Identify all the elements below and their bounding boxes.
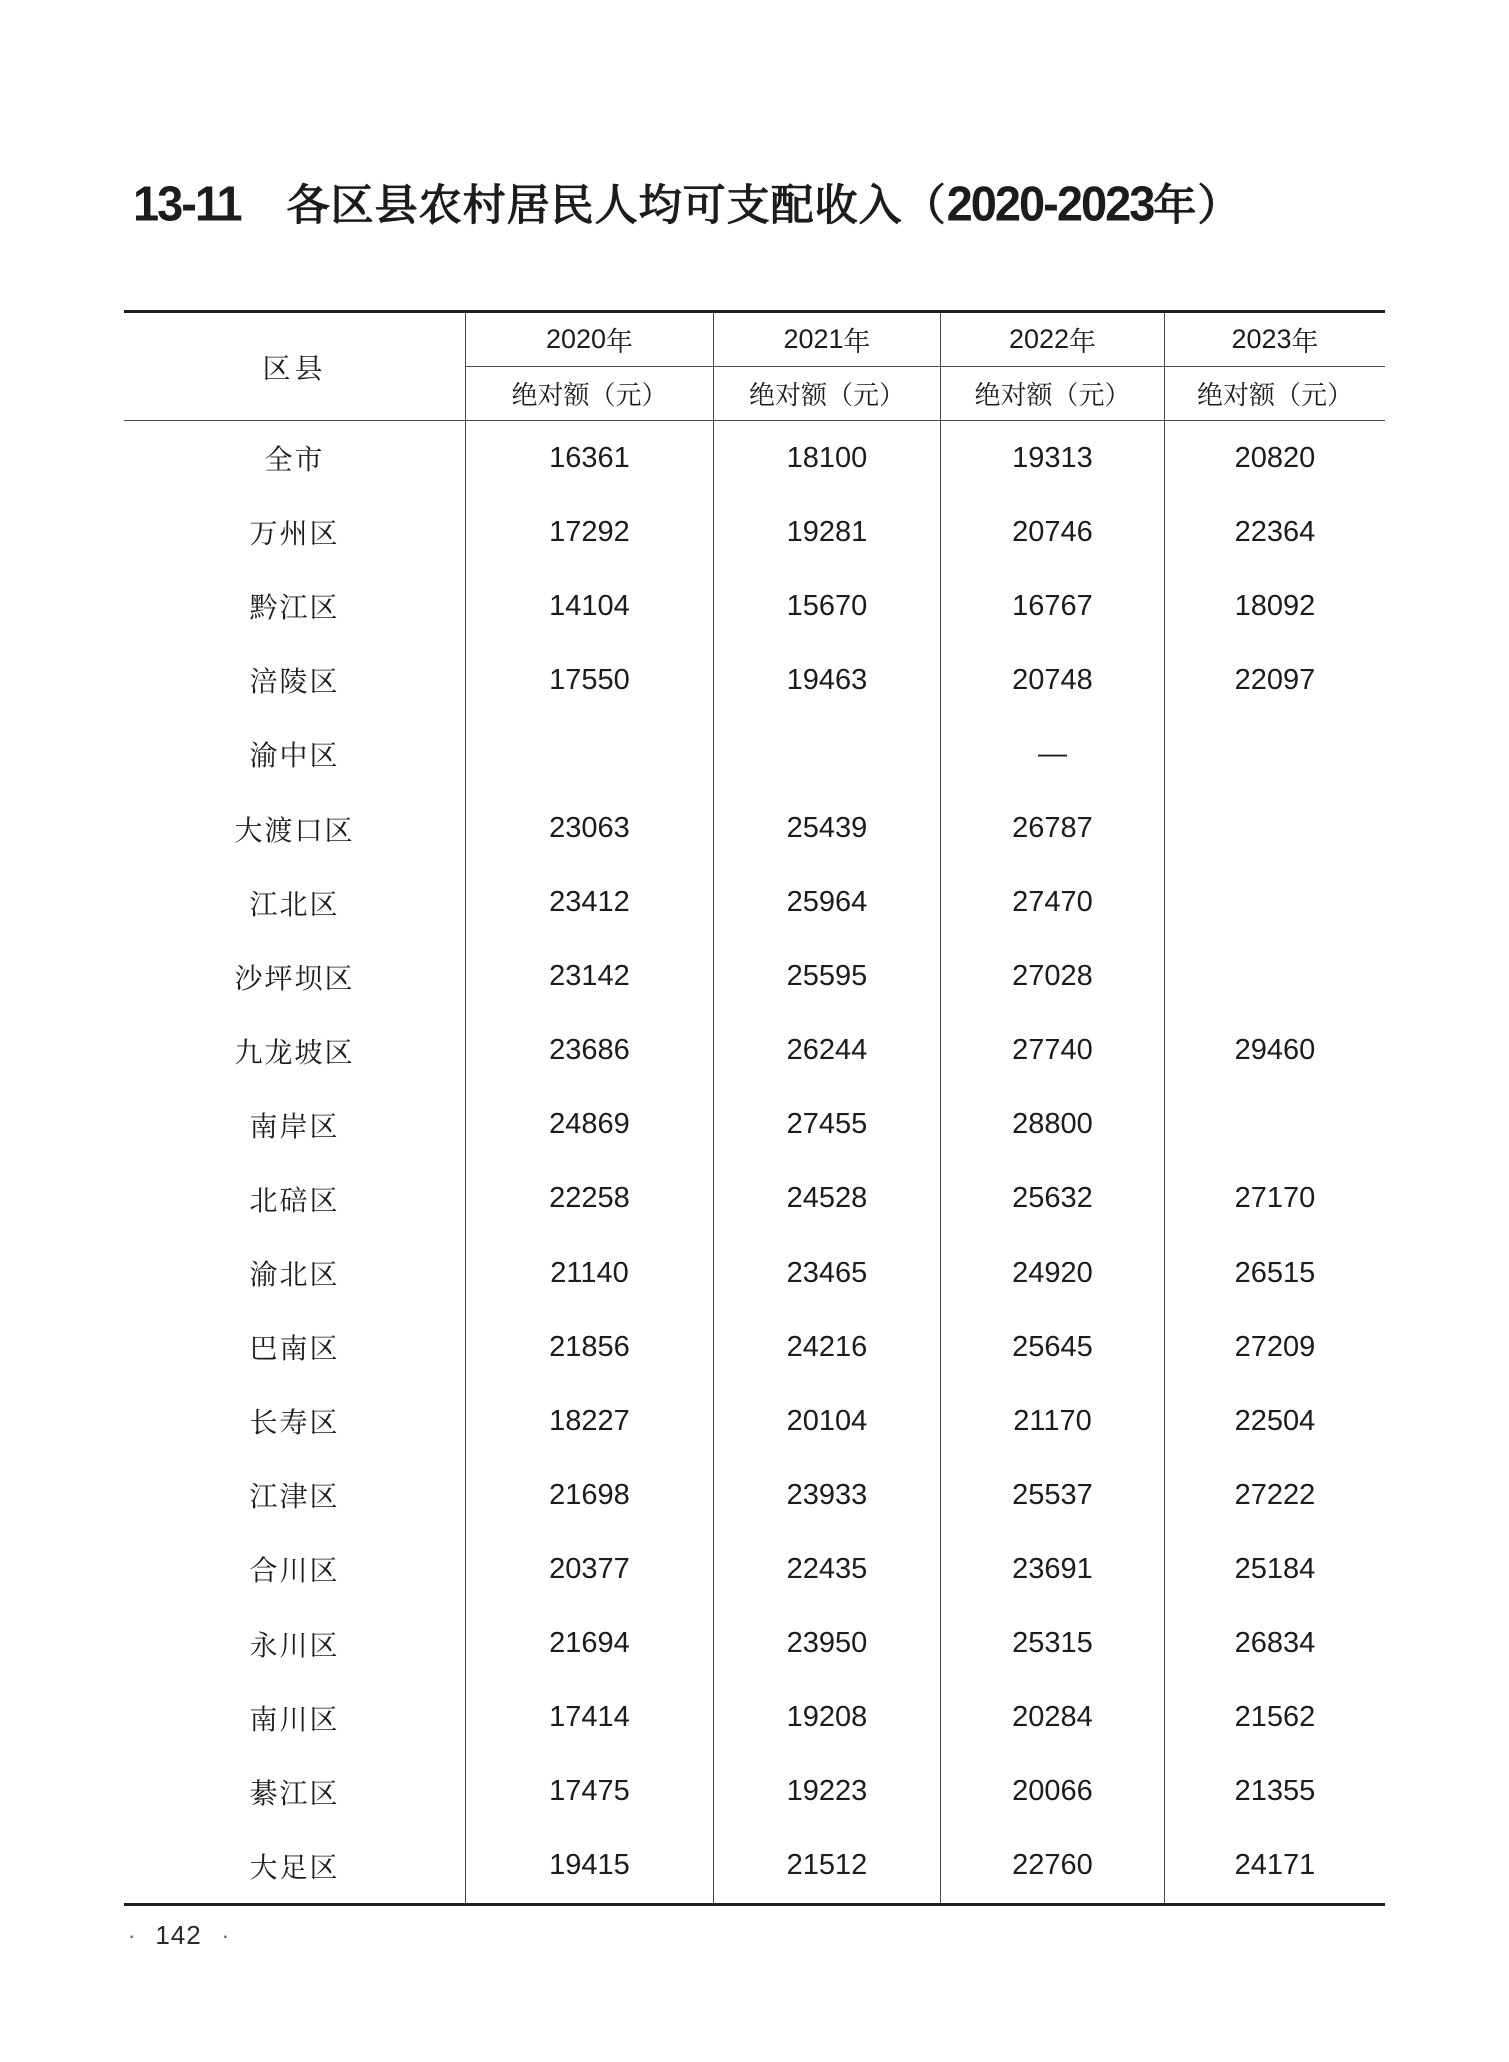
- column-header-year-2022: [941, 313, 1165, 367]
- column-subheader-absolute-amount: 绝对额（元）: [941, 367, 1165, 421]
- value-cell: 25645: [941, 1310, 1165, 1384]
- column-subheader-absolute-amount: 绝对额（元）: [466, 367, 714, 421]
- value-cell: 23063: [466, 791, 714, 865]
- value-cell: 29460: [1234, 1034, 1316, 1067]
- value-cell: —: [941, 717, 1165, 791]
- value-cell: 21512: [714, 1829, 941, 1903]
- value-cell: 19208: [714, 1681, 941, 1755]
- value-cell: 20820: [1234, 441, 1316, 474]
- district-cell: 永川区: [124, 1607, 466, 1681]
- page-title: [133, 172, 1241, 233]
- table-number: 13-11: [133, 175, 241, 232]
- value-cell: 19463: [714, 643, 941, 717]
- district-cell: 全市: [124, 421, 466, 495]
- year-suffix: 年: [606, 327, 634, 357]
- value-cell: 20746: [941, 495, 1165, 569]
- title-text: 各区县农村居民人均可支配收入: [286, 183, 903, 230]
- value-cell: 19281: [714, 495, 941, 569]
- page-number-dot-right: ·: [221, 1922, 230, 1948]
- value-cell: 17292: [466, 495, 714, 569]
- value-cell: 23465: [714, 1236, 941, 1310]
- value-cell: 18092: [1234, 589, 1316, 622]
- value-cell: 17550: [466, 643, 714, 717]
- value-cell: 18227: [466, 1384, 714, 1458]
- value-cell: 22258: [466, 1162, 714, 1236]
- district-cell: 大足区: [124, 1829, 466, 1903]
- value-cell: [714, 717, 941, 791]
- district-cell: 綦江区: [124, 1755, 466, 1829]
- value-cell: [1165, 866, 1385, 940]
- value-cell: 17414: [466, 1681, 714, 1755]
- value-cell: [1165, 940, 1385, 1014]
- value-cell: 24528: [714, 1162, 941, 1236]
- district-cell: 长寿区: [124, 1384, 466, 1458]
- value-cell: 21562: [1234, 1701, 1316, 1734]
- district-cell: 北碚区: [124, 1162, 466, 1236]
- value-cell: 21856: [466, 1310, 714, 1384]
- value-cell: 27209: [1234, 1330, 1316, 1363]
- value-cell: 19415: [466, 1829, 714, 1903]
- value-cell: 22760: [941, 1829, 1165, 1903]
- column-header-year-2021: [714, 313, 941, 367]
- year-number: 2021: [783, 324, 844, 354]
- value-cell: 23933: [714, 1458, 941, 1532]
- value-cell: 27170: [1234, 1182, 1316, 1215]
- value-cell: 26515: [1234, 1256, 1316, 1289]
- value-cell: 21355: [1234, 1775, 1316, 1808]
- value-cell: 23686: [466, 1014, 714, 1088]
- year-suffix: 年: [1291, 327, 1319, 357]
- value-cell: 15670: [714, 569, 941, 643]
- value-cell: [1165, 1088, 1385, 1162]
- value-cell: 24171: [1234, 1849, 1316, 1882]
- value-cell: 21694: [466, 1607, 714, 1681]
- value-cell: 25632: [941, 1162, 1165, 1236]
- district-cell: 万州区: [124, 495, 466, 569]
- column-header-year-2023: [1165, 313, 1385, 367]
- value-cell: 28800: [941, 1088, 1165, 1162]
- title-years: 2020-2023: [946, 175, 1154, 232]
- year-suffix: 年: [843, 327, 871, 357]
- column-header-year-2020: [466, 313, 714, 367]
- value-cell: 25439: [714, 791, 941, 865]
- value-cell: 27470: [941, 866, 1165, 940]
- year-number: 2023: [1231, 324, 1292, 354]
- value-cell: 25184: [1234, 1552, 1316, 1585]
- value-cell: 19313: [941, 421, 1165, 495]
- page-number-value: 142: [155, 1920, 202, 1950]
- value-cell: [1165, 717, 1385, 791]
- value-cell: 23950: [714, 1607, 941, 1681]
- district-cell: 大渡口区: [124, 791, 466, 865]
- district-cell: 黔江区: [124, 569, 466, 643]
- value-cell: 24216: [714, 1310, 941, 1384]
- value-cell: 24869: [466, 1088, 714, 1162]
- title-paren-open: （: [902, 183, 947, 230]
- income-table: [124, 310, 1385, 1906]
- value-cell: 20066: [941, 1755, 1165, 1829]
- value-cell: 22097: [1234, 663, 1316, 696]
- year-suffix: 年: [1069, 327, 1097, 357]
- value-cell: 25537: [941, 1458, 1165, 1532]
- value-cell: [1165, 791, 1385, 865]
- year-number: 2020: [545, 324, 607, 354]
- column-subheader-absolute-amount: 绝对额（元）: [1165, 367, 1385, 421]
- district-cell: 渝北区: [124, 1236, 466, 1310]
- value-cell: 22435: [714, 1532, 941, 1606]
- district-cell: 渝中区: [124, 717, 466, 791]
- column-subheader-absolute-amount: 绝对额（元）: [714, 367, 941, 421]
- value-cell: 26787: [941, 791, 1165, 865]
- value-cell: 21698: [466, 1458, 714, 1532]
- value-cell: 20104: [714, 1384, 941, 1458]
- value-cell: 16767: [941, 569, 1165, 643]
- value-cell: 22504: [1234, 1404, 1316, 1437]
- year-number: 2022: [1008, 324, 1070, 354]
- district-cell: 江津区: [124, 1458, 466, 1532]
- value-cell: 25595: [714, 940, 941, 1014]
- page-number-dot-left: ·: [128, 1922, 136, 1948]
- value-cell: 25315: [941, 1607, 1165, 1681]
- value-cell: 27455: [714, 1088, 941, 1162]
- value-cell: 20284: [941, 1681, 1165, 1755]
- district-cell: 沙坪坝区: [124, 940, 466, 1014]
- page-number: [128, 1920, 229, 1951]
- district-cell: 涪陵区: [124, 643, 466, 717]
- value-cell: 16361: [466, 421, 714, 495]
- value-cell: 26834: [1234, 1627, 1316, 1660]
- column-header-district: 区县: [124, 313, 466, 421]
- value-cell: 20748: [941, 643, 1165, 717]
- district-cell: 江北区: [124, 866, 466, 940]
- district-cell: 九龙坡区: [124, 1014, 466, 1088]
- value-cell: 26244: [714, 1014, 941, 1088]
- district-cell: 合川区: [124, 1532, 466, 1606]
- value-cell: 17475: [466, 1755, 714, 1829]
- value-cell: 14104: [466, 569, 714, 643]
- value-cell: [466, 717, 714, 791]
- value-cell: 19223: [714, 1755, 941, 1829]
- value-cell: 24920: [941, 1236, 1165, 1310]
- value-cell: 21170: [941, 1384, 1165, 1458]
- value-cell: 21140: [466, 1236, 714, 1310]
- value-cell: 27222: [1234, 1478, 1316, 1511]
- district-cell: 南岸区: [124, 1088, 466, 1162]
- value-cell: 27740: [941, 1014, 1165, 1088]
- value-cell: 27028: [941, 940, 1165, 1014]
- value-cell: 23412: [466, 866, 714, 940]
- district-cell: 巴南区: [124, 1310, 466, 1384]
- district-cell: 南川区: [124, 1681, 466, 1755]
- value-cell: 25964: [714, 866, 941, 940]
- title-year-suffix: 年）: [1153, 183, 1242, 230]
- value-cell: 20377: [466, 1532, 714, 1606]
- value-cell: 18100: [714, 421, 941, 495]
- value-cell: 23691: [941, 1532, 1165, 1606]
- value-cell: 23142: [466, 940, 714, 1014]
- value-cell: 22364: [1234, 515, 1316, 548]
